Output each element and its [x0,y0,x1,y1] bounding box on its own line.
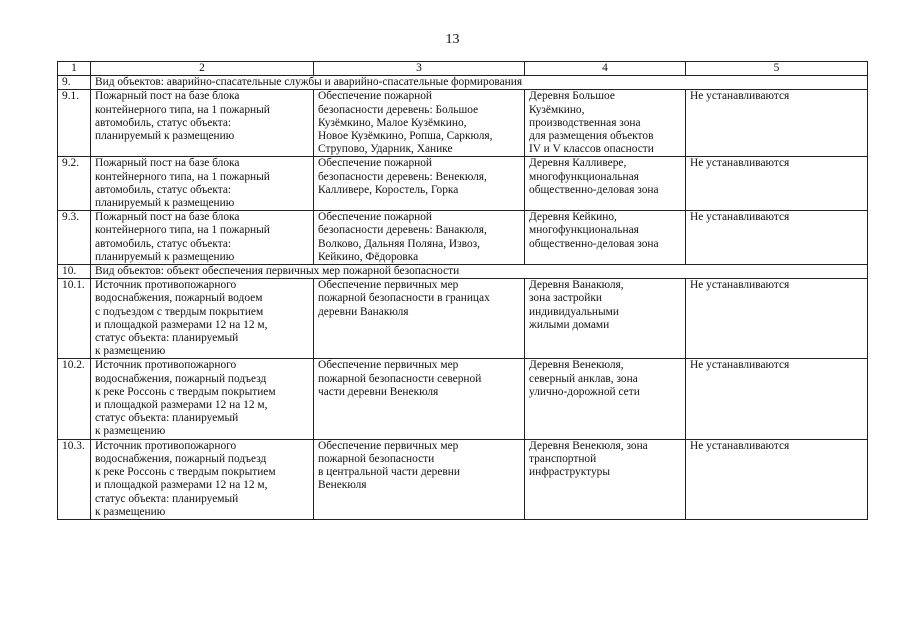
object-zone-cell: Не устанавливаются [686,90,868,157]
object-purpose-cell: Обеспечение первичных мер пожарной безопасности в центральной части деревни Венекюля [314,439,525,519]
object-name-cell: Источник противопожарного водоснабжения, пожарный подъезд к реке Россонь с твердым покрытием и площадкой размерами 12 на 12 м, статус объекта: планируемый к размещению [91,359,314,439]
row-number: 10.3. [58,439,91,519]
object-location-cell: Деревня Калливере, многофункциональная общественно-деловая зона [525,157,686,211]
section-number: 10. [58,265,91,279]
object-name-cell: Источник противопожарного водоснабжения, пожарный водоем с подъездом с твердым покрытием и площадкой размерами 12 на 12 м, статус объекта: планируемый к размещению [91,279,314,359]
object-purpose-cell: Обеспечение пожарной безопасности деревень: Венекюля, Калливере, Коростель, Горка [314,157,525,211]
object-name-cell: Источник противопожарного водоснабжения, пожарный подъезд к реке Россонь с твердым покрытием и площадкой размерами 12 на 12 м, статус объекта: планируемый к размещению [91,439,314,519]
object-zone-cell: Не устанавливаются [686,157,868,211]
object-location-cell: Деревня Венекюля, северный анклав, зона улично-дорожной сети [525,359,686,439]
row-number: 10.1. [58,279,91,359]
object-name-cell: Пожарный пост на базе блока контейнерного типа, на 1 пожарный автомобиль, статус объекта: планируемый к размещению [91,157,314,211]
object-name-cell: Пожарный пост на базе блока контейнерного типа, на 1 пожарный автомобиль, статус объекта: планируемый к размещению [91,90,314,157]
object-purpose-cell: Обеспечение пожарной безопасности деревень: Большое Кузёмкино, Малое Кузёмкино, Новое Кузёмкино, Ропша, Саркюля, Струпово, Ударник, Ханике [314,90,525,157]
section-title: Вид объектов: объект обеспечения первичных мер пожарной безопасности [91,265,868,279]
section-number: 9. [58,76,91,90]
object-purpose-cell: Обеспечение первичных мер пожарной безопасности северной части деревни Венекюля [314,359,525,439]
object-location-cell: Деревня Кейкино, многофункциональная общественно-деловая зона [525,211,686,265]
object-zone-cell: Не устанавливаются [686,211,868,265]
column-number-row [58,62,868,76]
table-row [58,359,868,439]
object-location-cell: Деревня Большое Кузёмкино, производственная зона для размещения объектов IV и V классов опасности [525,90,686,157]
column-number: 2 [91,62,314,76]
table-row [58,279,868,359]
object-zone-cell: Не устанавливаются [686,279,868,359]
row-number: 10.2. [58,359,91,439]
section-header-row [58,76,868,90]
object-zone-cell: Не устанавливаются [686,359,868,439]
object-zone-cell: Не устанавливаются [686,439,868,519]
section-header-row [58,265,868,279]
column-number: 5 [686,62,868,76]
page-number: 13 [445,32,460,47]
object-purpose-cell: Обеспечение первичных мер пожарной безопасности в границах деревни Ванакюля [314,279,525,359]
objects-table [57,61,868,520]
object-purpose-cell: Обеспечение пожарной безопасности деревень: Ванакюля, Волково, Дальняя Поляна, Извоз, Кейкино, Фёдоровка [314,211,525,265]
row-number: 9.3. [58,211,91,265]
table-row [58,90,868,157]
column-number: 3 [314,62,525,76]
table-row [58,439,868,519]
row-number: 9.2. [58,157,91,211]
object-location-cell: Деревня Венекюля, зона транспортной инфраструктуры [525,439,686,519]
section-title: Вид объектов: аварийно-спасательные службы и аварийно-спасательные формирования [91,76,868,90]
table-row [58,211,868,265]
object-name-cell: Пожарный пост на базе блока контейнерного типа, на 1 пожарный автомобиль, статус объекта: планируемый к размещению [91,211,314,265]
object-location-cell: Деревня Ванакюля, зона застройки индивидуальными жилыми домами [525,279,686,359]
column-number: 4 [525,62,686,76]
row-number: 9.1. [58,90,91,157]
table-row [58,157,868,211]
column-number: 1 [58,62,91,76]
